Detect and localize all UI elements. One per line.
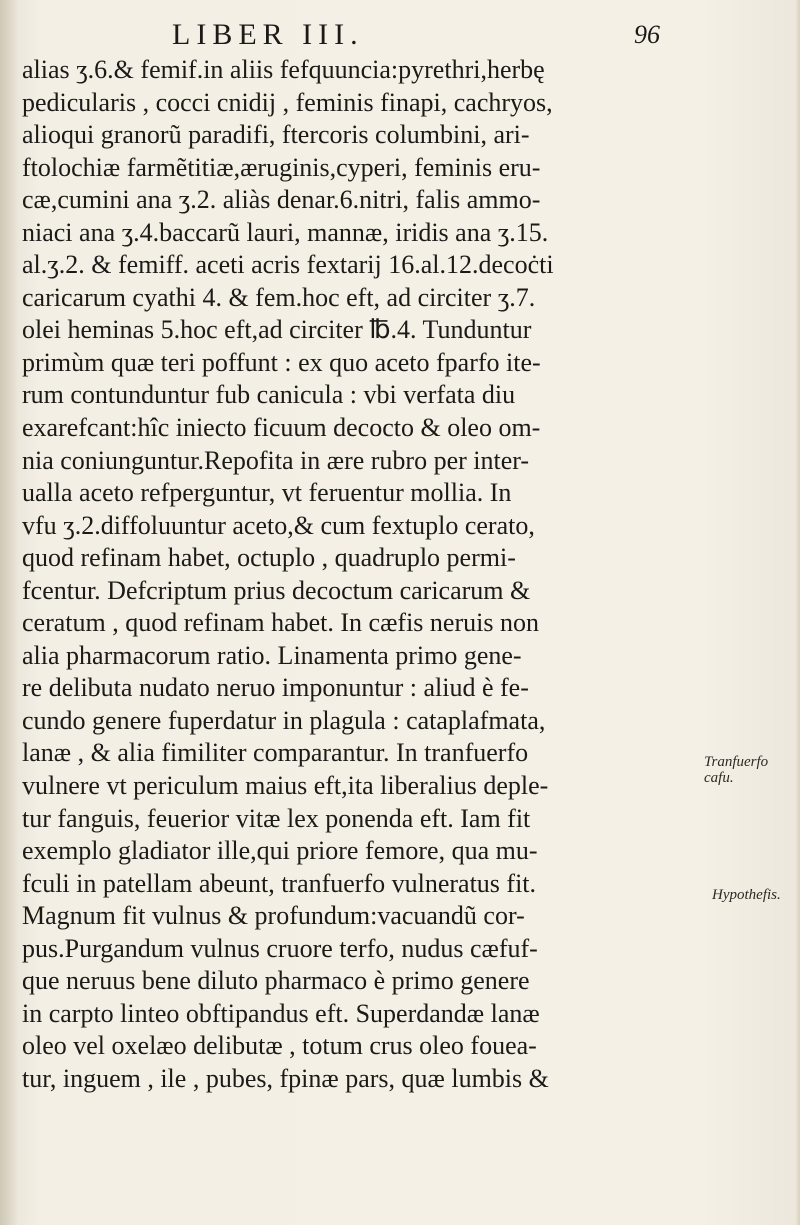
text-line: que neruus bene diluto pharmaco è primo genere	[22, 966, 530, 996]
text-line: niaci ana ʒ.4.baccarũ lauri, mannæ, iridis ana ʒ.15.	[22, 217, 549, 247]
text-line: Magnum fit vulnus & profundum:vacuandũ cor-	[22, 901, 525, 931]
text-line: ualla aceto refperguntur, vt feruentur mollia. In	[22, 478, 512, 508]
margin-note-transuerso: Tranfuerfo cafu.	[704, 754, 769, 786]
text-line: rum contunduntur fub canicula : vbi verfata diu	[22, 380, 516, 410]
text-line: alias ʒ.6.& femif.in aliis fefquuncia:pyrethri,herbę	[22, 55, 545, 84]
running-title: LIBER III.	[172, 18, 364, 51]
text-line: exemplo gladiator ille,qui priore femore, qua mu-	[22, 836, 538, 866]
text-line: vfu ʒ.2.diffoluuntur aceto,& cum fextuplo cerato,	[22, 510, 535, 540]
text-line: tur, inguem , ile , pubes, fpinæ pars, quæ lumbis &	[22, 1063, 549, 1093]
text-line: fculi in patellam abeunt, tranfuerfo vulneratus fit.	[22, 868, 537, 898]
body-text	[22, 54, 690, 1096]
text-line: in carpto linteo obftipandus eft. Superdandæ lanæ	[22, 998, 540, 1028]
text-line: lanæ , & alia fimiliter comparantur. In tranfuerfo	[22, 738, 529, 768]
text-line: caricarum cyathi 4. & fem.hoc eft, ad circiter ʒ.7.	[22, 282, 536, 312]
text-line: primùm quæ teri poffunt : ex quo aceto fparfo ite-	[22, 347, 541, 377]
text-line: tur fanguis, feuerior vitæ lex ponenda eft. Iam fit	[22, 803, 531, 833]
running-head	[60, 18, 660, 58]
text-line: pedicularis , cocci cnidij , feminis finapi, cachryos,	[22, 87, 553, 117]
text-line: alia pharmacorum ratio. Linamenta primo gene-	[22, 640, 522, 670]
text-line: quod refinam habet, octuplo , quadruplo permi-	[22, 543, 516, 573]
text-line: exarefcant:hîc iniecto ficuum decocto & oleo om-	[22, 413, 541, 443]
gutter-shadow	[0, 0, 18, 1225]
page-number: 96	[634, 20, 660, 49]
text-line: oleo vel oxelæo delibutæ , totum crus oleo fouea-	[22, 1031, 537, 1061]
text-line: fcentur. Defcriptum prius decoctum caricarum &	[22, 575, 531, 605]
text-line: ceratum , quod refinam habet. In cæfis neruis non	[22, 608, 539, 638]
text-line: al.ʒ.2. & femiff. aceti acris fextarij 16.al.12.decoċti	[22, 250, 554, 280]
text-line: vulnere vt periculum maius eft,ita liberalius deple-	[22, 771, 549, 801]
text-line: pus.Purgandum vulnus cruore terfo, nudus cæfuf-	[22, 933, 538, 963]
text-line: nia coniunguntur.Repofita in ære rubro per inter-	[22, 445, 530, 475]
text-line: ftolochiæ farmẽtitiæ,æruginis,cyperi, feminis eru-	[22, 152, 541, 182]
text-line: alioqui granorũ paradifi, ftercoris columbini, ari-	[22, 120, 530, 150]
text-line: olei heminas 5.hoc eft,ad circiter ℔.4. Tunduntur	[22, 315, 532, 345]
text-line: cæ,cumini ana ʒ.2. aliàs denar.6.nitri, falis ammo-	[22, 185, 541, 215]
margin-note-hypothesis: Hypothefis.	[712, 887, 781, 903]
text-line: re delibuta nudato neruo imponuntur : aliud è fe-	[22, 673, 529, 703]
page-edge	[796, 0, 800, 1225]
text-line: cundo genere fuperdatur in plagula : cataplafmata,	[22, 705, 546, 735]
